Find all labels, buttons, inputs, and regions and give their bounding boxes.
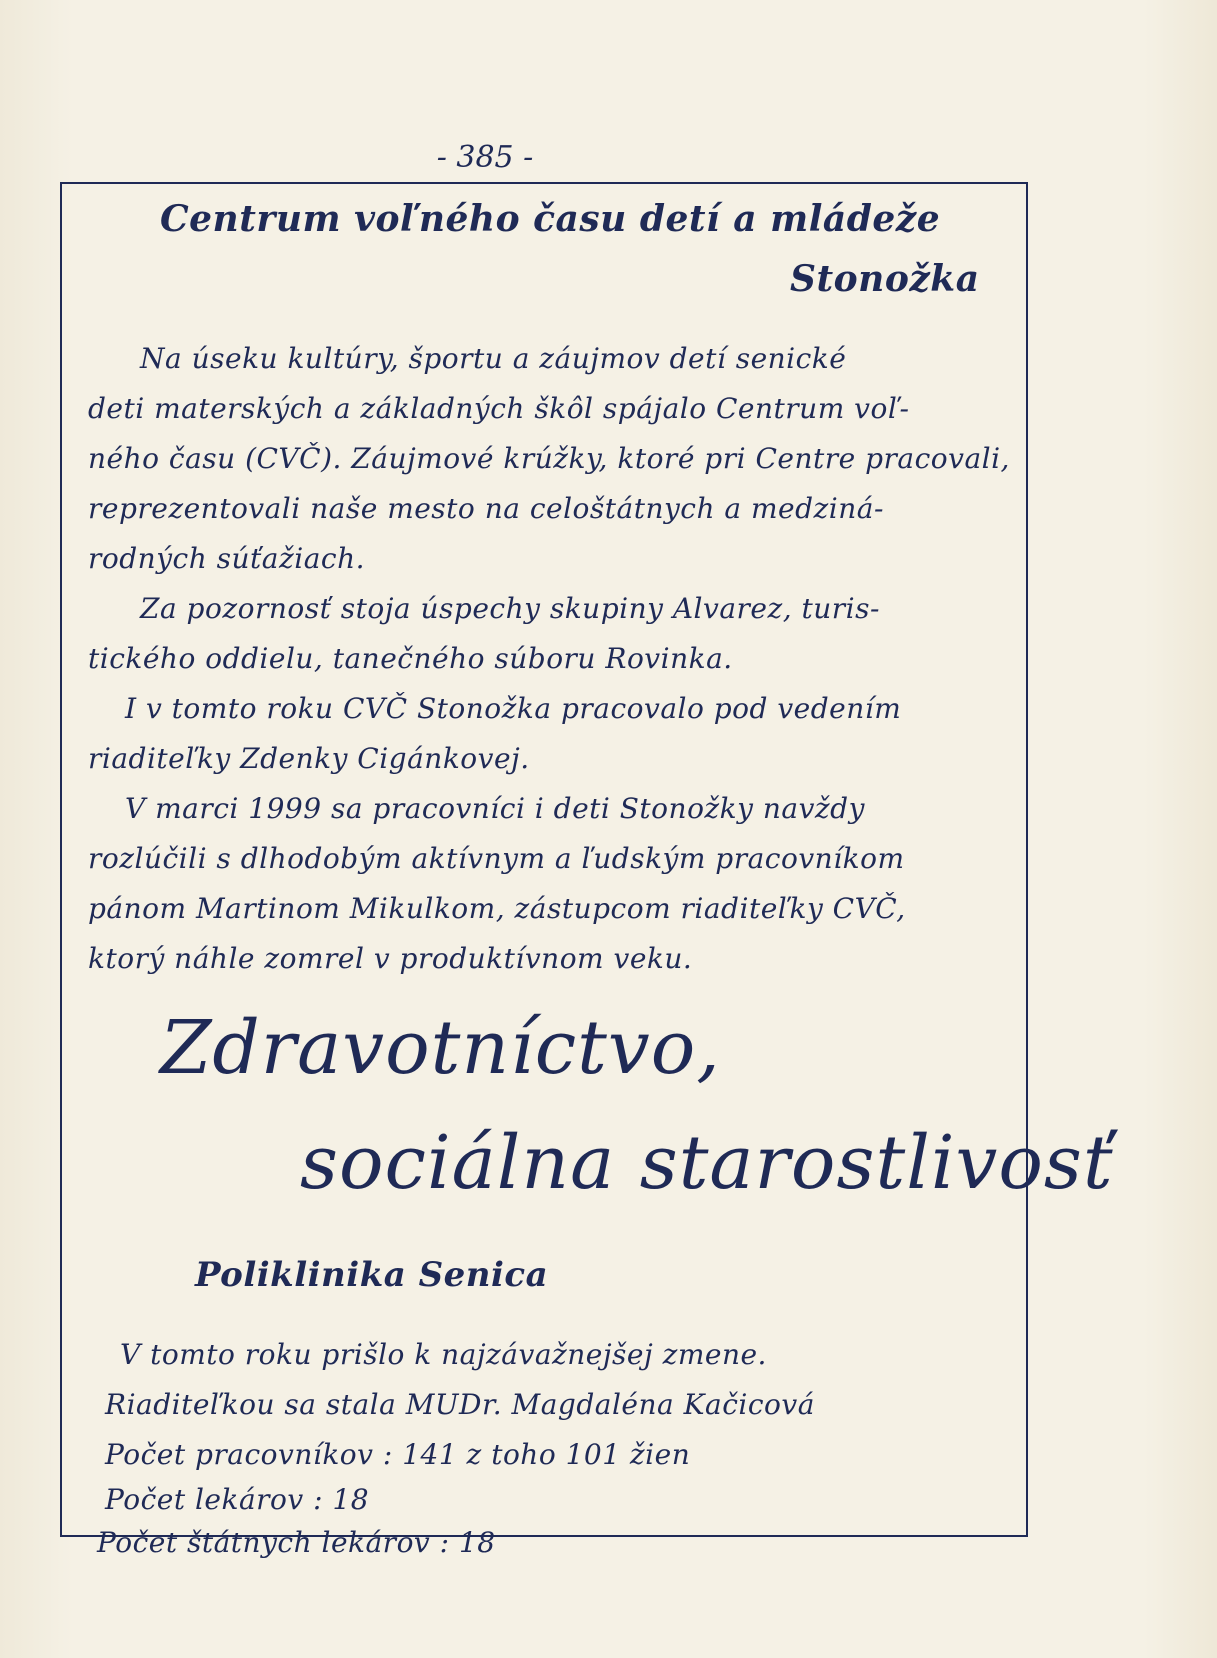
text-line: Počet pracovníkov : 141 z toho 101 žien bbox=[105, 1438, 691, 1471]
section-title: Centrum voľného času detí a mládeže bbox=[160, 198, 941, 240]
section-title-continued: Stonožka bbox=[790, 258, 980, 300]
text-line: deti materských a základných škôl spájalo Centrum voľ- bbox=[88, 392, 910, 425]
text-line: riaditeľky Zdenky Cigánkovej. bbox=[88, 742, 530, 775]
text-line: Počet štátnych lekárov : 18 bbox=[97, 1526, 496, 1559]
text-line: rodných súťažiach. bbox=[88, 542, 365, 575]
page-number: - 385 - bbox=[436, 140, 534, 175]
text-line: Na úseku kultúry, športu a záujmov detí senické bbox=[140, 342, 847, 375]
text-line: V marci 1999 sa pracovníci i deti Stonožky navždy bbox=[125, 792, 865, 825]
text-line: Za pozornosť stoja úspechy skupiny Alvarez, turis- bbox=[140, 592, 880, 625]
text-line: rozlúčili s dlhodobým aktívnym a ľudským pracovníkom bbox=[88, 842, 905, 875]
text-line: pánom Martinom Mikulkom, zástupcom riaditeľky CVČ, bbox=[88, 892, 906, 925]
text-line: Počet lekárov : 18 bbox=[105, 1483, 370, 1516]
chapter-heading-continued: sociálna starostlivosť bbox=[300, 1120, 1114, 1206]
text-line: Riaditeľkou sa stala MUDr. Magdaléna Kačicová bbox=[105, 1388, 815, 1421]
subsection-heading: Poliklinika Senica bbox=[195, 1255, 549, 1295]
bleed-through-texture bbox=[580, 150, 610, 152]
text-line: ktorý náhle zomrel v produktívnom veku. bbox=[88, 942, 693, 975]
text-line: reprezentovali naše mesto na celoštátnych a medziná- bbox=[88, 492, 884, 525]
text-line: I v tomto roku CVČ Stonožka pracovalo pod vedením bbox=[125, 692, 902, 725]
text-line: ného času (CVČ). Záujmové krúžky, ktoré pri Centre pracovali, bbox=[88, 442, 1010, 475]
text-line: V tomto roku prišlo k najzávažnejšej zmene. bbox=[120, 1338, 767, 1371]
text-line: tického oddielu, tanečného súboru Rovinka. bbox=[88, 642, 733, 675]
chapter-heading: Zdravotníctvo, bbox=[160, 1005, 721, 1091]
